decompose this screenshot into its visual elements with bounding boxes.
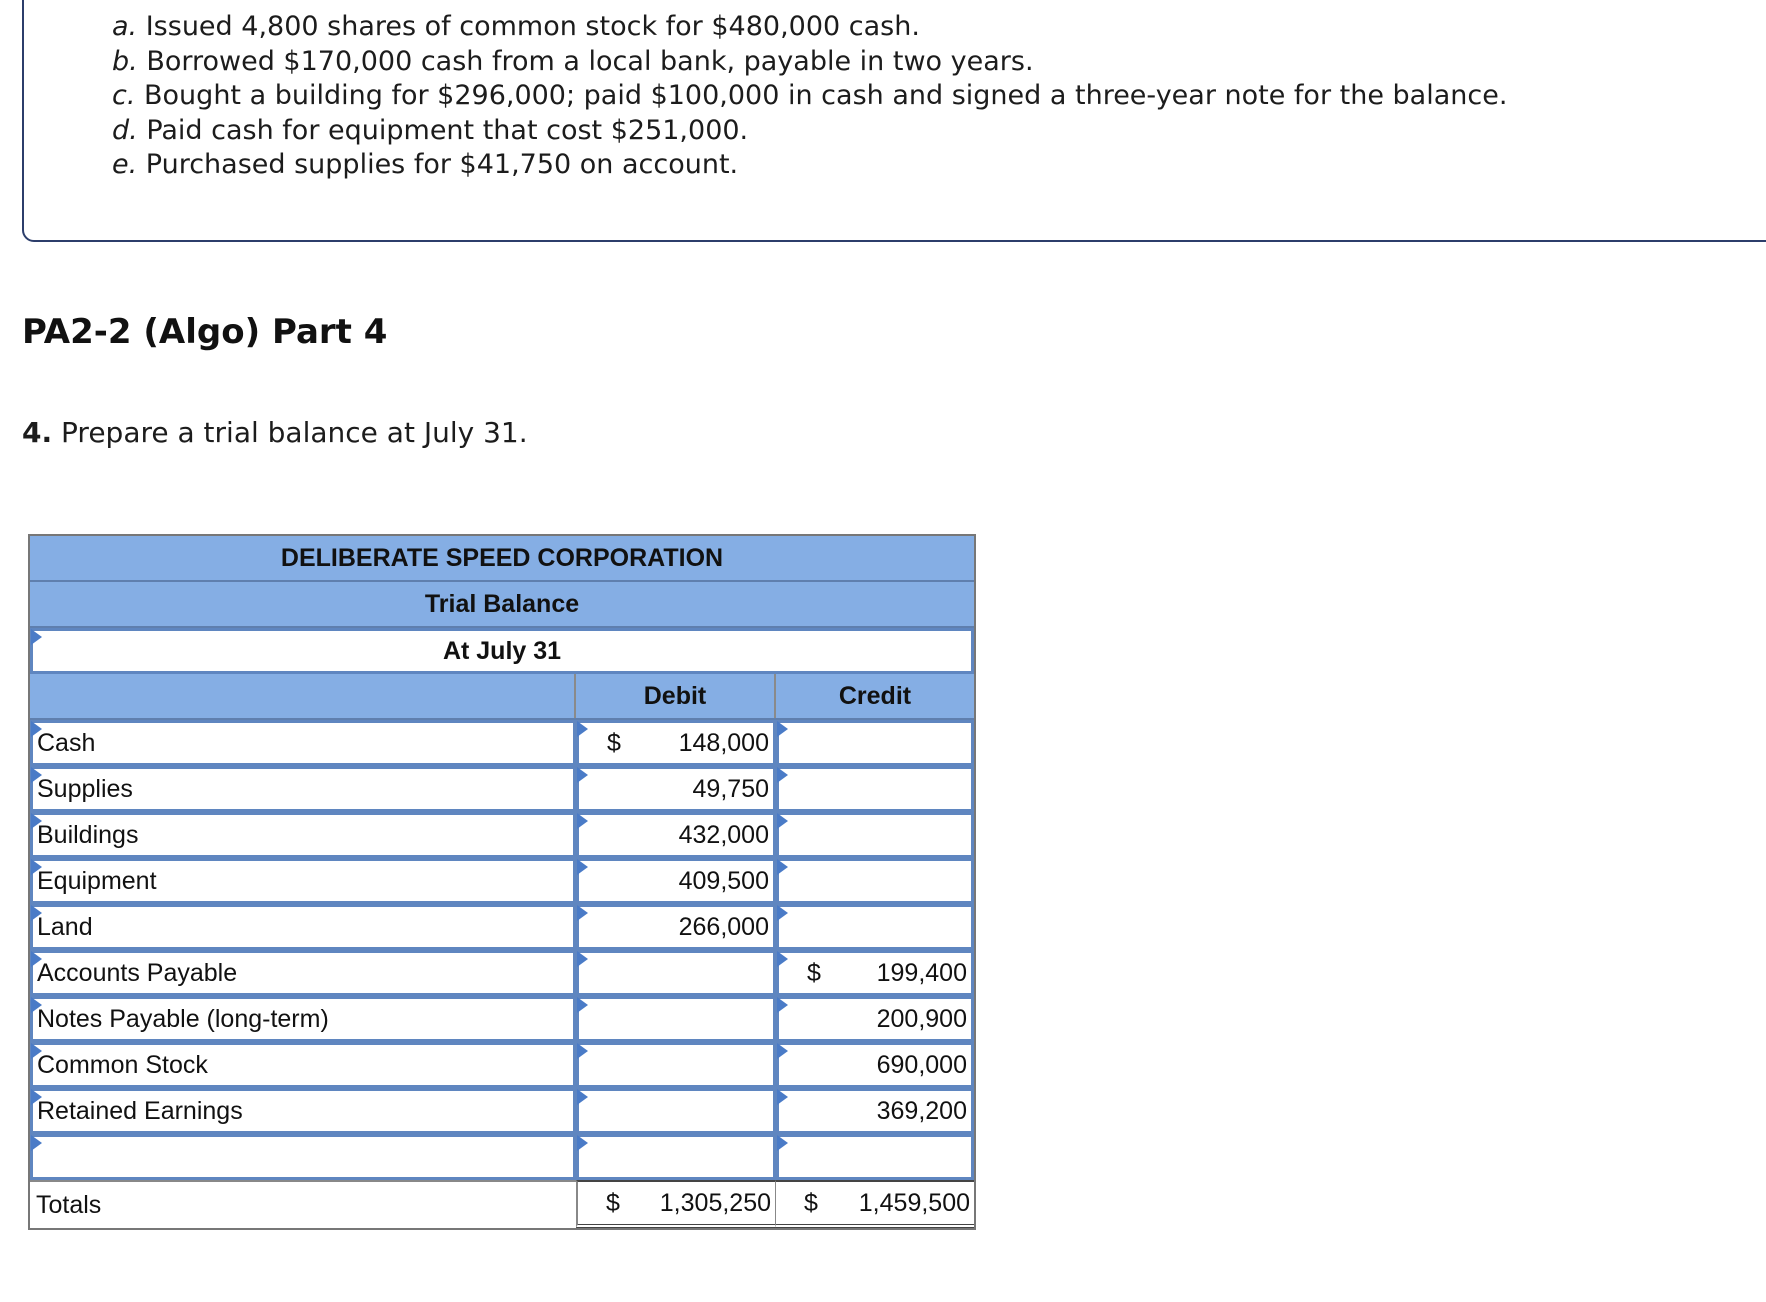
input-marker-icon xyxy=(777,1089,788,1105)
account-name-dropdown[interactable] xyxy=(30,950,576,996)
dropdown-marker-icon xyxy=(31,1089,42,1105)
account-name-dropdown[interactable] xyxy=(30,720,576,766)
account-name: Buildings xyxy=(37,820,139,849)
debit-input[interactable] xyxy=(576,1134,776,1180)
totals-row xyxy=(30,1180,974,1228)
credit-amount: 200,900 xyxy=(876,1004,967,1033)
account-name-dropdown[interactable] xyxy=(30,1042,576,1088)
table-row xyxy=(30,1134,974,1180)
input-marker-icon xyxy=(777,997,788,1013)
transaction-e: e. Purchased supplies for $41,750 on account. xyxy=(112,149,739,180)
credit-input[interactable] xyxy=(776,812,974,858)
table-row xyxy=(30,1088,974,1134)
dropdown-marker-icon xyxy=(31,629,42,645)
account-column-header xyxy=(30,674,576,718)
input-marker-icon xyxy=(777,721,788,737)
debit-input[interactable] xyxy=(576,812,776,858)
credit-input[interactable] xyxy=(776,766,974,812)
input-marker-icon xyxy=(777,1043,788,1059)
currency-symbol: $ xyxy=(807,958,821,987)
column-header-row xyxy=(30,674,974,720)
credit-input[interactable] xyxy=(776,720,974,766)
credit-amount: 199,400 xyxy=(876,958,967,987)
table-row xyxy=(30,950,974,996)
totals-label: Totals xyxy=(30,1180,576,1228)
credit-input[interactable] xyxy=(776,1042,974,1088)
credit-input[interactable] xyxy=(776,1088,974,1134)
input-marker-icon xyxy=(777,813,788,829)
input-marker-icon xyxy=(577,721,588,737)
total-debit-cell xyxy=(576,1180,776,1228)
total-debit-amount: 1,305,250 xyxy=(659,1188,771,1217)
dropdown-marker-icon xyxy=(31,905,42,921)
dropdown-marker-icon xyxy=(31,1135,42,1151)
credit-input[interactable] xyxy=(776,858,974,904)
credit-input[interactable] xyxy=(776,996,974,1042)
transaction-list xyxy=(112,10,1507,183)
table-row xyxy=(30,812,974,858)
table-row xyxy=(30,1042,974,1088)
total-credit-cell xyxy=(776,1180,974,1228)
input-marker-icon xyxy=(777,767,788,783)
table-row xyxy=(30,996,974,1042)
input-marker-icon xyxy=(577,767,588,783)
dropdown-marker-icon xyxy=(31,1043,42,1059)
total-credit-amount: 1,459,500 xyxy=(858,1188,970,1217)
account-name-dropdown[interactable] xyxy=(30,766,576,812)
input-marker-icon xyxy=(777,1135,788,1151)
debit-amount: 148,000 xyxy=(678,728,769,757)
credit-input[interactable] xyxy=(776,904,974,950)
account-name: Land xyxy=(37,912,93,941)
dropdown-marker-icon xyxy=(31,997,42,1013)
account-name: Notes Payable (long-term) xyxy=(37,1004,329,1033)
debit-column-header: Debit xyxy=(576,674,776,718)
account-name: Supplies xyxy=(37,774,133,803)
credit-input[interactable] xyxy=(776,1134,974,1180)
dropdown-marker-icon xyxy=(31,951,42,967)
part-title: PA2-2 (Algo) Part 4 xyxy=(22,312,388,352)
account-name: Cash xyxy=(37,728,96,757)
input-marker-icon xyxy=(577,1089,588,1105)
debit-input[interactable] xyxy=(576,904,776,950)
account-name-dropdown[interactable] xyxy=(30,904,576,950)
account-name: Common Stock xyxy=(37,1050,208,1079)
account-name-dropdown[interactable] xyxy=(30,858,576,904)
transaction-b: b. Borrowed $170,000 cash from a local bank, payable in two years. xyxy=(112,45,1034,77)
input-marker-icon xyxy=(577,859,588,875)
account-name-dropdown[interactable] xyxy=(30,812,576,858)
account-name: Accounts Payable xyxy=(37,958,238,987)
table-row xyxy=(30,904,974,950)
debit-input[interactable] xyxy=(576,1088,776,1134)
input-marker-icon xyxy=(777,859,788,875)
account-name-dropdown[interactable] xyxy=(30,1134,576,1180)
currency-symbol: $ xyxy=(607,728,621,757)
dropdown-marker-icon xyxy=(31,767,42,783)
transaction-d: d. Paid cash for equipment that cost $251,000. xyxy=(112,114,749,146)
input-marker-icon xyxy=(777,951,788,967)
dropdown-marker-icon xyxy=(31,721,42,737)
debit-amount: 432,000 xyxy=(678,820,769,849)
credit-amount: 369,200 xyxy=(876,1096,967,1125)
account-name-dropdown[interactable] xyxy=(30,996,576,1042)
table-row xyxy=(30,858,974,904)
input-marker-icon xyxy=(577,905,588,921)
transaction-a: a. Issued 4,800 shares of common stock for $480,000 cash. xyxy=(112,11,920,42)
company-name-header: DELIBERATE SPEED CORPORATION xyxy=(30,536,974,582)
debit-input[interactable] xyxy=(576,766,776,812)
dropdown-marker-icon xyxy=(31,813,42,829)
debit-input[interactable] xyxy=(576,950,776,996)
debit-input[interactable] xyxy=(576,720,776,766)
debit-amount: 409,500 xyxy=(678,866,769,895)
trial-balance-worksheet xyxy=(28,534,976,1230)
debit-input[interactable] xyxy=(576,858,776,904)
input-marker-icon xyxy=(577,951,588,967)
date-header-value: At July 31 xyxy=(442,636,562,665)
input-marker-icon xyxy=(777,905,788,921)
debit-input[interactable] xyxy=(576,996,776,1042)
debit-input[interactable] xyxy=(576,1042,776,1088)
currency-symbol: $ xyxy=(606,1188,620,1217)
input-marker-icon xyxy=(577,1135,588,1151)
debit-amount: 49,750 xyxy=(692,774,769,803)
credit-input[interactable] xyxy=(776,950,974,996)
date-header-dropdown[interactable] xyxy=(30,628,974,674)
currency-symbol: $ xyxy=(804,1188,818,1217)
account-name-dropdown[interactable] xyxy=(30,1088,576,1134)
input-marker-icon xyxy=(577,1043,588,1059)
input-marker-icon xyxy=(577,813,588,829)
input-marker-icon xyxy=(577,997,588,1013)
table-row xyxy=(30,720,974,766)
account-name: Retained Earnings xyxy=(37,1096,243,1125)
table-row xyxy=(30,766,974,812)
instruction: 4. Prepare a trial balance at July 31. xyxy=(22,416,528,449)
credit-amount: 690,000 xyxy=(876,1050,967,1079)
credit-column-header: Credit xyxy=(838,681,912,710)
dropdown-marker-icon xyxy=(31,859,42,875)
statement-name-header: Trial Balance xyxy=(30,582,974,628)
account-name: Equipment xyxy=(37,866,157,895)
debit-amount: 266,000 xyxy=(678,912,769,941)
transaction-c: c. Bought a building for $296,000; paid $100,000 in cash and signed a three-year note for the balance. xyxy=(112,80,1508,111)
